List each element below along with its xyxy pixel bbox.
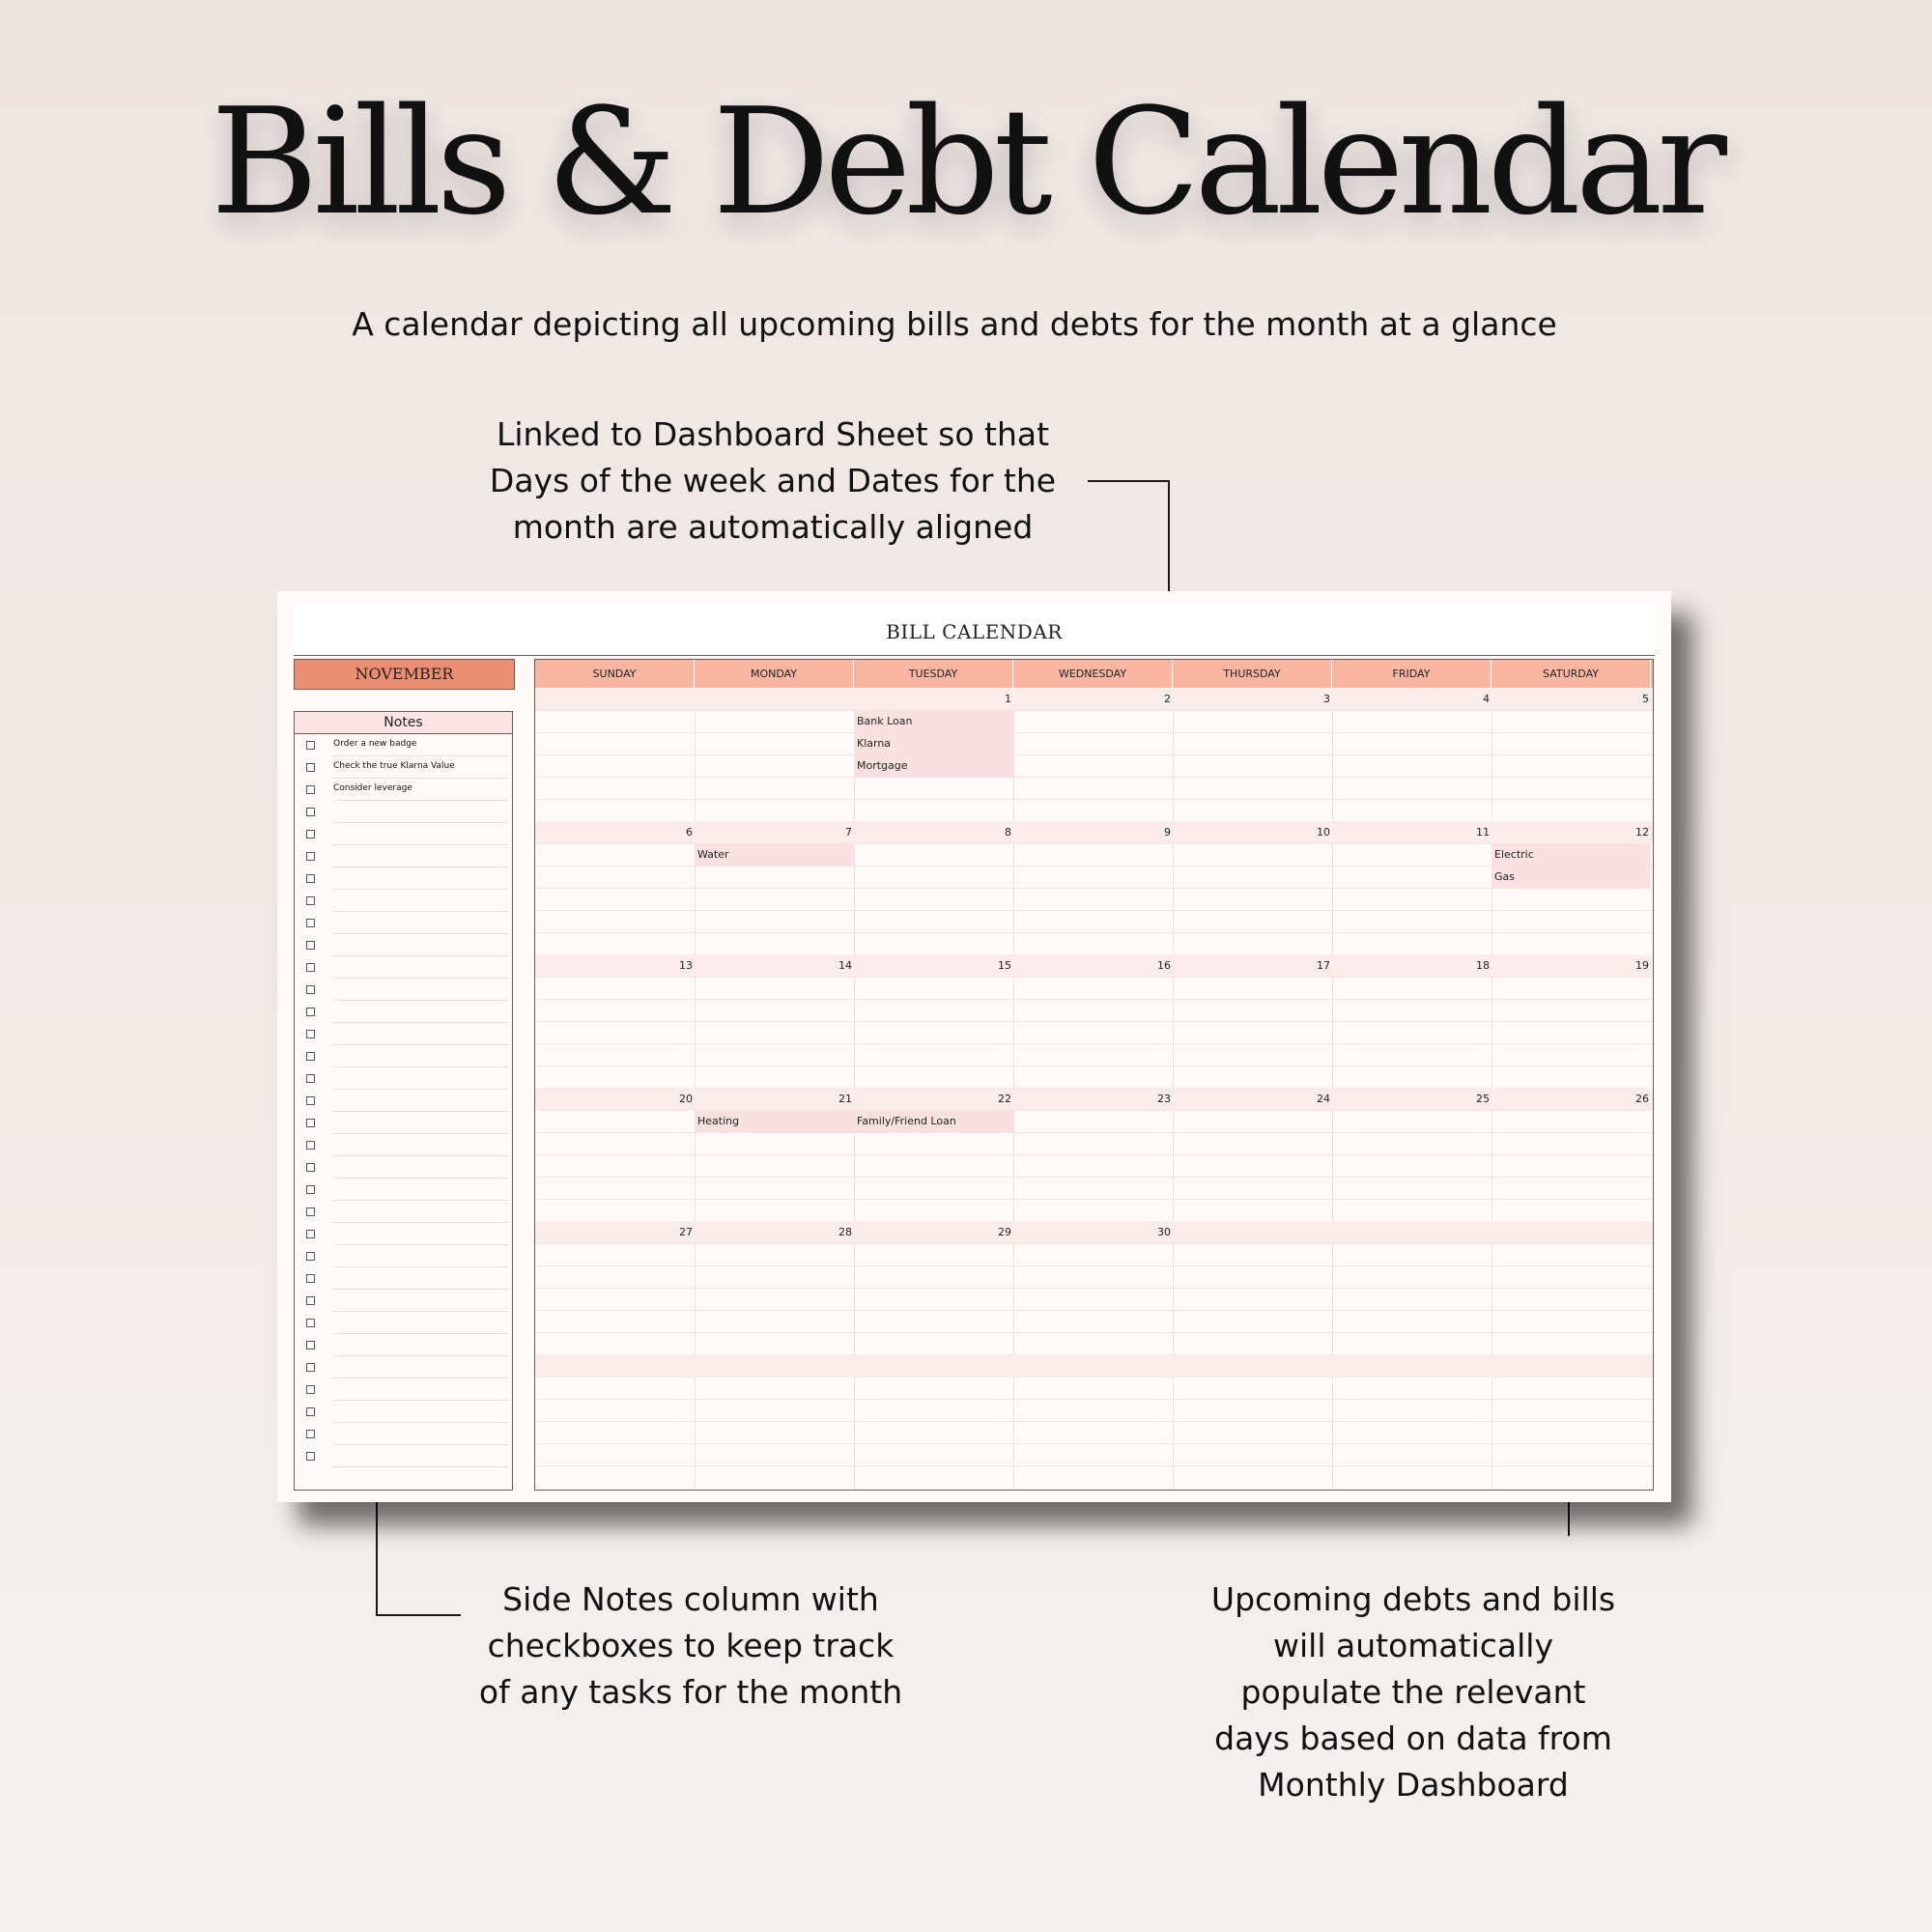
note-row <box>295 1422 512 1444</box>
note-row <box>295 1200 512 1222</box>
note-row <box>295 733 512 755</box>
note-checkbox[interactable] <box>306 1341 315 1350</box>
callout-linked-dashboard <box>464 412 1082 551</box>
row-divider <box>535 932 1653 933</box>
note-checkbox[interactable] <box>306 1141 315 1150</box>
note-checkbox[interactable] <box>306 763 315 772</box>
note-row <box>295 1378 512 1400</box>
note-row <box>295 955 512 978</box>
note-text[interactable] <box>333 1404 508 1423</box>
weekday-thursday: THURSDAY <box>1173 660 1332 688</box>
weekday-wednesday: WEDNESDAY <box>1013 660 1173 688</box>
page-subtitle: A calendar depicting all upcoming bills and debts for the month at a glance <box>352 305 1557 343</box>
note-text[interactable] <box>333 1004 508 1023</box>
note-text[interactable]: Check the true Klarna Value <box>333 759 508 779</box>
note-text[interactable] <box>333 915 508 934</box>
date-number: 7 <box>845 826 852 838</box>
note-text[interactable] <box>333 1448 508 1467</box>
note-checkbox[interactable] <box>306 1163 315 1172</box>
date-number: 8 <box>1005 826 1011 838</box>
note-checkbox[interactable] <box>306 1230 315 1238</box>
note-text[interactable] <box>333 1137 508 1156</box>
note-checkbox[interactable] <box>306 1030 315 1038</box>
callout-line: Upcoming debts and bills <box>1210 1580 1616 1618</box>
note-row <box>295 1311 512 1333</box>
date-number: 10 <box>1317 826 1330 838</box>
note-checkbox[interactable] <box>306 785 315 794</box>
row-divider <box>535 1021 1653 1022</box>
note-checkbox[interactable] <box>306 741 315 750</box>
note-checkbox[interactable] <box>306 808 315 816</box>
row-divider <box>535 1465 1653 1466</box>
note-row <box>295 1089 512 1111</box>
note-text[interactable] <box>333 1226 508 1245</box>
date-number: 12 <box>1635 826 1649 838</box>
callout-line: will automatically <box>1273 1627 1553 1664</box>
weekday-monday: MONDAY <box>695 660 854 688</box>
weekday-tuesday: TUESDAY <box>854 660 1013 688</box>
note-row <box>295 1178 512 1200</box>
note-checkbox[interactable] <box>306 1319 315 1327</box>
note-text[interactable] <box>333 1359 508 1378</box>
note-row <box>295 778 512 800</box>
bill-calendar-sheet <box>277 591 1671 1502</box>
callout-line: Side Notes column with <box>502 1580 879 1618</box>
row-divider <box>535 799 1653 800</box>
note-text[interactable] <box>333 1248 508 1267</box>
row-divider <box>535 710 1653 711</box>
page-title: Bills & Debt Calendar <box>211 76 1721 247</box>
row-divider <box>535 1243 1653 1244</box>
note-row <box>295 1266 512 1289</box>
note-checkbox[interactable] <box>306 1096 315 1105</box>
note-text[interactable] <box>333 1181 508 1201</box>
note-text[interactable] <box>333 804 508 823</box>
date-number: 19 <box>1635 959 1649 972</box>
row-divider <box>535 910 1653 911</box>
note-text[interactable] <box>333 1048 508 1067</box>
date-number: 27 <box>679 1226 693 1238</box>
date-number: 14 <box>838 959 852 972</box>
row-divider <box>535 1177 1653 1178</box>
note-checkbox[interactable] <box>306 830 315 838</box>
note-checkbox[interactable] <box>306 1430 315 1438</box>
note-checkbox[interactable] <box>306 1407 315 1416</box>
connector-left-horizontal <box>376 1614 461 1616</box>
weekday-saturday: SATURDAY <box>1492 660 1651 688</box>
note-row <box>295 933 512 955</box>
note-text[interactable]: Order a new badge <box>333 737 508 756</box>
note-text[interactable] <box>333 893 508 912</box>
note-checkbox[interactable] <box>306 1274 315 1283</box>
note-checkbox[interactable] <box>306 1363 315 1372</box>
callout-line: checkboxes to keep track <box>487 1627 895 1664</box>
weekday-sunday: SUNDAY <box>535 660 695 688</box>
note-text[interactable] <box>333 1115 508 1134</box>
row-divider <box>535 777 1653 778</box>
date-number: 1 <box>1005 693 1011 705</box>
note-text[interactable]: Consider leverage <box>333 781 508 801</box>
bill-event[interactable]: Heating <box>695 1110 854 1132</box>
calendar-grid <box>534 659 1654 1491</box>
row-divider <box>535 1310 1653 1311</box>
note-text[interactable] <box>333 1337 508 1356</box>
note-row <box>295 1222 512 1244</box>
bill-event[interactable]: Mortgage <box>854 754 1013 777</box>
note-checkbox[interactable] <box>306 1074 315 1083</box>
row-divider <box>535 888 1653 889</box>
date-number: 13 <box>679 959 693 972</box>
callout-side-notes <box>464 1577 918 1716</box>
bill-event[interactable]: Klarna <box>854 732 1013 754</box>
date-number: 22 <box>998 1093 1011 1105</box>
week-date-band <box>535 1354 1653 1377</box>
note-text[interactable] <box>333 1381 508 1401</box>
row-divider <box>535 1132 1653 1133</box>
row-divider <box>535 1043 1653 1044</box>
note-row <box>295 822 512 844</box>
note-text[interactable] <box>333 1070 508 1090</box>
note-text[interactable] <box>333 1315 508 1334</box>
note-text[interactable] <box>333 981 508 1001</box>
note-row <box>295 1044 512 1066</box>
row-divider <box>535 1154 1653 1155</box>
date-number: 26 <box>1635 1093 1649 1105</box>
date-number: 11 <box>1476 826 1490 838</box>
row-divider <box>535 754 1653 755</box>
date-number: 6 <box>686 826 693 838</box>
bill-event[interactable]: Gas <box>1492 866 1651 888</box>
date-number: 18 <box>1476 959 1490 972</box>
date-number: 2 <box>1164 693 1171 705</box>
note-row <box>295 978 512 1000</box>
row-divider <box>535 1288 1653 1289</box>
callout-auto-populate <box>1179 1577 1648 1808</box>
date-number: 3 <box>1323 693 1330 705</box>
row-divider <box>535 977 1653 978</box>
note-row <box>295 1066 512 1089</box>
bill-event[interactable]: Family/Friend Loan <box>854 1110 1013 1132</box>
note-checkbox[interactable] <box>306 985 315 994</box>
row-divider <box>535 1421 1653 1422</box>
note-row <box>295 867 512 889</box>
note-text[interactable] <box>333 1293 508 1312</box>
bill-event[interactable]: Electric <box>1492 843 1651 866</box>
note-text[interactable] <box>333 1093 508 1112</box>
date-number: 15 <box>998 959 1011 972</box>
date-number: 23 <box>1157 1093 1171 1105</box>
note-text[interactable] <box>333 937 508 956</box>
note-row <box>295 911 512 933</box>
note-row <box>295 1355 512 1378</box>
note-row <box>295 800 512 822</box>
note-row <box>295 1000 512 1022</box>
sheet-title-bar <box>294 603 1655 656</box>
note-text[interactable] <box>333 870 508 890</box>
note-row <box>295 1333 512 1355</box>
row-divider <box>535 1265 1653 1266</box>
note-row <box>295 1244 512 1266</box>
note-text[interactable] <box>333 826 508 845</box>
note-checkbox[interactable] <box>306 1185 315 1194</box>
note-text[interactable] <box>333 1026 508 1045</box>
row-divider <box>535 1332 1653 1333</box>
note-row <box>295 1022 512 1044</box>
note-row <box>295 755 512 778</box>
callout-line: Linked to Dashboard Sheet so that <box>496 415 1050 453</box>
note-checkbox[interactable] <box>306 896 315 905</box>
date-number: 25 <box>1476 1093 1490 1105</box>
note-text[interactable] <box>333 1204 508 1223</box>
date-number: 16 <box>1157 959 1171 972</box>
sheet-title: BILL CALENDAR <box>886 620 1063 643</box>
note-row <box>295 844 512 867</box>
note-text[interactable] <box>333 959 508 979</box>
weekday-header <box>535 660 1653 688</box>
date-number: 24 <box>1317 1093 1330 1105</box>
note-text[interactable] <box>333 848 508 867</box>
callout-line: of any tasks for the month <box>478 1673 903 1711</box>
note-checkbox[interactable] <box>306 1008 315 1016</box>
note-row <box>295 1289 512 1311</box>
row-divider <box>535 999 1653 1000</box>
row-divider <box>535 1065 1653 1066</box>
note-row <box>295 1133 512 1155</box>
note-checkbox[interactable] <box>306 1385 315 1394</box>
note-checkbox[interactable] <box>306 874 315 883</box>
date-number: 5 <box>1642 693 1649 705</box>
date-number: 17 <box>1317 959 1330 972</box>
callout-line: Monthly Dashboard <box>1258 1766 1569 1804</box>
callout-line: Days of the week and Dates for the <box>489 462 1057 499</box>
connector-top-horizontal <box>1088 480 1170 482</box>
row-divider <box>535 1377 1653 1378</box>
note-text[interactable] <box>333 1270 508 1290</box>
note-checkbox[interactable] <box>306 1296 315 1305</box>
note-checkbox[interactable] <box>306 1119 315 1127</box>
note-text[interactable] <box>333 1426 508 1445</box>
callout-line: days based on data from <box>1214 1719 1612 1757</box>
bill-event[interactable]: Bank Loan <box>854 710 1013 732</box>
date-number: 29 <box>998 1226 1011 1238</box>
note-row <box>295 1400 512 1422</box>
note-checkbox[interactable] <box>306 1208 315 1216</box>
date-number: 30 <box>1157 1226 1171 1238</box>
note-checkbox[interactable] <box>306 1252 315 1261</box>
notes-panel <box>294 711 513 1491</box>
notes-header: Notes <box>295 712 512 734</box>
note-row <box>295 1111 512 1133</box>
date-number: 4 <box>1483 693 1490 705</box>
weekday-friday: FRIDAY <box>1332 660 1492 688</box>
note-checkbox[interactable] <box>306 1052 315 1061</box>
note-row <box>295 1155 512 1178</box>
callout-line: populate the relevant <box>1240 1673 1586 1711</box>
date-number: 9 <box>1164 826 1171 838</box>
date-number: 20 <box>679 1093 693 1105</box>
row-divider <box>535 1199 1653 1200</box>
row-divider <box>535 866 1653 867</box>
note-checkbox[interactable] <box>306 919 315 927</box>
row-divider <box>535 1443 1653 1444</box>
note-checkbox[interactable] <box>306 1452 315 1461</box>
date-number: 28 <box>838 1226 852 1238</box>
callout-line: month are automatically aligned <box>512 508 1034 546</box>
row-divider <box>535 1399 1653 1400</box>
date-number: 21 <box>838 1093 852 1105</box>
note-checkbox[interactable] <box>306 963 315 972</box>
row-divider <box>535 732 1653 733</box>
bill-event[interactable]: Water <box>695 843 854 866</box>
note-row <box>295 1444 512 1466</box>
note-text[interactable] <box>333 1159 508 1179</box>
month-label: NOVEMBER <box>294 659 515 690</box>
note-checkbox[interactable] <box>306 852 315 861</box>
note-row <box>295 889 512 911</box>
note-checkbox[interactable] <box>306 941 315 950</box>
